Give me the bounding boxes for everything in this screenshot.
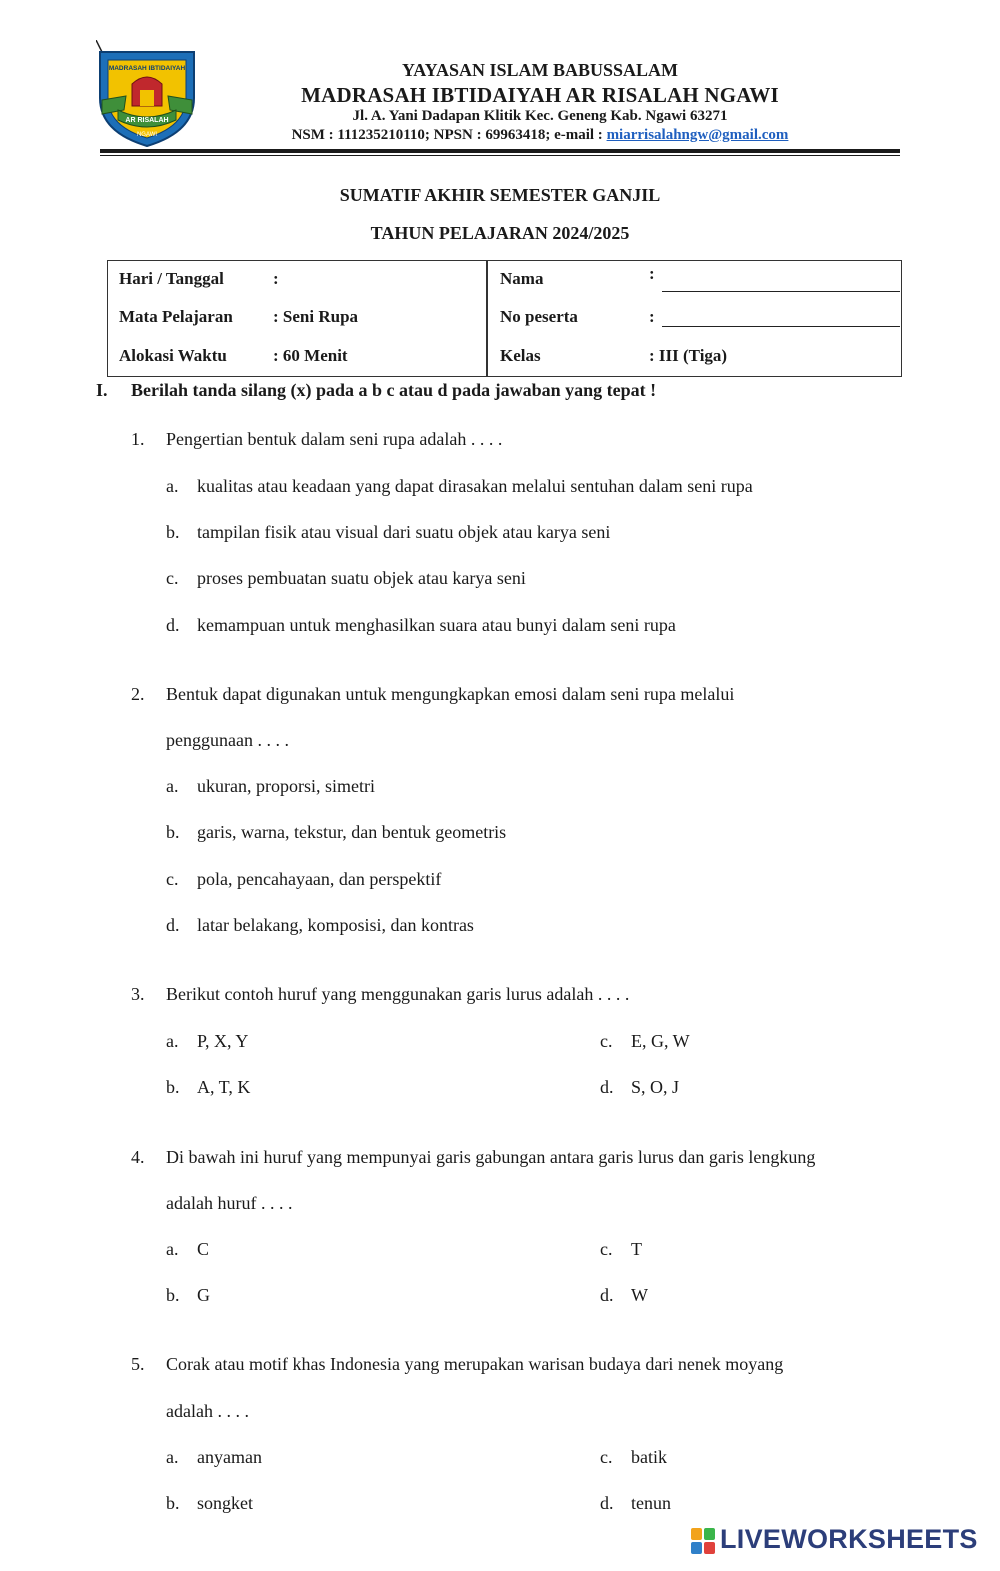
option-text[interactable]: latar belakang, komposisi, dan kontras [197, 915, 474, 935]
mapel-value: : Seni Rupa [273, 307, 359, 326]
option-letter[interactable]: c. [166, 869, 179, 889]
option-text[interactable]: proses pembuatan suatu objek atau karya seni [197, 568, 526, 588]
option-letter[interactable]: a. [166, 1031, 179, 1051]
option-letter[interactable]: a. [166, 1447, 179, 1467]
question-number: 4. [131, 1147, 145, 1167]
option-letter[interactable]: b. [166, 822, 180, 842]
liveworksheets-wordmark: LIVEWORKSHEETS [720, 1524, 978, 1554]
option-letter[interactable]: d. [600, 1077, 614, 1097]
option-text[interactable]: tenun [631, 1493, 671, 1513]
option-text[interactable]: anyaman [197, 1447, 262, 1467]
option-text[interactable]: tampilan fisik atau visual dari suatu objek atau karya seni [197, 522, 611, 542]
academic-year: TAHUN PELAJARAN 2024/2025 [370, 223, 630, 243]
question-text-continued: penggunaan . . . . [166, 730, 289, 750]
option-text[interactable]: A, T, K [197, 1077, 251, 1097]
nama-field[interactable] [662, 290, 900, 292]
liveworksheets-logo-icon [690, 1526, 716, 1556]
peserta-colon: : [649, 307, 655, 326]
svg-text:AR RISALAH: AR RISALAH [125, 117, 169, 124]
option-text[interactable]: garis, warna, tekstur, dan bentuk geometris [197, 822, 507, 842]
option-letter[interactable]: c. [600, 1239, 613, 1259]
option-letter[interactable]: c. [600, 1031, 613, 1051]
option-text[interactable]: E, G, W [631, 1031, 690, 1051]
hari-value: : [273, 269, 279, 288]
svg-text:MADRASAH IBTIDAIYAH: MADRASAH IBTIDAIYAH [108, 65, 186, 72]
waktu-value: : 60 Menit [273, 346, 348, 365]
option-text[interactable]: kualitas atau keadaan yang dapat dirasakan melalui sentuhan dalam seni rupa [197, 476, 753, 496]
email-link[interactable]: miarrisalahngw@gmail.com [606, 127, 789, 143]
option-text[interactable]: P, X, Y [197, 1031, 249, 1051]
hari-label: Hari / Tanggal [119, 269, 224, 288]
question-text: Bentuk dapat digunakan untuk mengungkapkan emosi dalam seni rupa melalui [166, 684, 735, 704]
option-text[interactable]: G [197, 1285, 210, 1305]
school-identifiers [190, 127, 890, 144]
option-letter[interactable]: a. [166, 476, 179, 496]
nama-label: Nama [500, 269, 544, 288]
school-address: Jl. A. Yani Dadapan Klitik Kec. Geneng Kab. Ngawi 63271 [352, 108, 728, 124]
option-text[interactable]: C [197, 1239, 210, 1259]
school-logo [96, 40, 198, 148]
peserta-field[interactable] [662, 325, 900, 327]
kelas-value: : III (Tiga) [649, 346, 728, 365]
info-table-divider [486, 260, 488, 377]
section-number: I. [96, 380, 108, 400]
mapel-label: Mata Pelajaran [119, 307, 233, 326]
option-letter[interactable]: d. [166, 615, 180, 635]
option-letter[interactable]: a. [166, 776, 179, 796]
option-letter[interactable]: c. [166, 568, 179, 588]
kelas-label: Kelas [500, 346, 541, 365]
nama-colon: : [649, 264, 655, 283]
foundation-name: YAYASAN ISLAM BABUSSALAM [401, 60, 679, 80]
option-letter[interactable]: a. [166, 1239, 179, 1259]
option-text[interactable]: ukuran, proporsi, simetri [197, 776, 375, 796]
school-ids-text: NSM : 111235210110; NPSN : 69963418; e-mail : [291, 127, 607, 143]
question-text-continued: adalah . . . . [166, 1401, 249, 1421]
svg-text:NGAWI: NGAWI [136, 132, 158, 138]
option-letter[interactable]: b. [166, 1493, 180, 1513]
question-text: Corak atau motif khas Indonesia yang merupakan warisan budaya dari nenek moyang [166, 1354, 784, 1374]
waktu-label: Alokasi Waktu [119, 346, 227, 365]
option-text[interactable]: kemampuan untuk menghasilkan suara atau bunyi dalam seni rupa [197, 615, 676, 635]
option-text[interactable]: W [631, 1285, 648, 1305]
question-text-continued: adalah huruf . . . . [166, 1193, 293, 1213]
question-number: 1. [131, 429, 145, 449]
peserta-label: No peserta [500, 307, 578, 326]
option-letter[interactable]: b. [166, 1285, 180, 1305]
letterhead-rule-thin [100, 155, 900, 156]
option-letter[interactable]: d. [166, 915, 180, 935]
question-text: Pengertian bentuk dalam seni rupa adalah . . . . [166, 429, 503, 449]
liveworksheets-brand[interactable] [690, 1524, 990, 1558]
school-name: MADRASAH IBTIDAIYAH AR RISALAH NGAWI [301, 83, 779, 107]
letterhead-rule-thick [100, 149, 900, 153]
section-instruction: Berilah tanda silang (x) pada a b c atau d pada jawaban yang tepat ! [131, 380, 657, 400]
option-letter[interactable]: d. [600, 1285, 614, 1305]
option-text[interactable]: pola, pencahayaan, dan perspektif [197, 869, 442, 889]
option-text[interactable]: S, O, J [631, 1077, 680, 1097]
question-text: Berikut contoh huruf yang menggunakan garis lurus adalah . . . . [166, 984, 630, 1004]
question-number: 2. [131, 684, 145, 704]
exam-title: SUMATIF AKHIR SEMESTER GANJIL [339, 185, 661, 205]
option-text[interactable]: T [631, 1239, 642, 1259]
option-letter[interactable]: d. [600, 1493, 614, 1513]
option-text[interactable]: songket [197, 1493, 253, 1513]
option-letter[interactable]: b. [166, 522, 180, 542]
question-number: 3. [131, 984, 145, 1004]
question-number: 5. [131, 1354, 145, 1374]
question-text: Di bawah ini huruf yang mempunyai garis gabungan antara garis lurus dan garis lengkung [166, 1147, 816, 1167]
option-letter[interactable]: c. [600, 1447, 613, 1467]
option-text[interactable]: batik [631, 1447, 667, 1467]
option-letter[interactable]: b. [166, 1077, 180, 1097]
